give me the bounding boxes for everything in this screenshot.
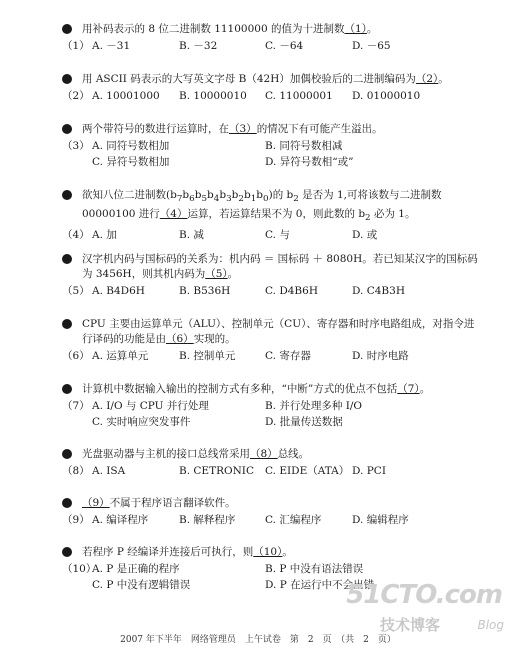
subscript: 1 — [250, 194, 257, 205]
stem-tail: 。 — [366, 23, 378, 35]
option-c: C. EIDE（ATA） — [265, 465, 350, 477]
question-7 — [62, 382, 482, 431]
stem-tail: 实现的。 — [193, 333, 236, 345]
option-c: C. 寄存器 — [265, 350, 311, 362]
stem-part: 是否为 1,可将该数与二进制数 00000100 进行 — [82, 189, 442, 221]
question-2 — [62, 72, 482, 105]
question-number: （4） — [62, 229, 90, 242]
option-a: A. 10001000 — [92, 90, 160, 102]
option-a: A. P 是正确的程序 — [92, 563, 180, 575]
bullet-icon — [62, 124, 72, 134]
bullet-icon — [62, 547, 72, 557]
question-3 — [62, 122, 482, 171]
stem-tail: 总线。 — [277, 448, 310, 460]
option-d: D. 或 — [352, 229, 378, 242]
subscript: 2 — [365, 213, 371, 224]
stem-tail: 必为 1。 — [370, 208, 416, 221]
option-d: D. P 在运行中不会出错 — [265, 579, 375, 591]
option-c: C. P 中没有逻辑错误 — [92, 579, 191, 591]
answer-blank: （4） — [159, 208, 188, 221]
option-a: A. －31 — [92, 40, 131, 52]
option-a: A. I/O 与 CPU 并行处理 — [92, 400, 209, 412]
option-a: A. B4D6H — [92, 285, 145, 297]
option-d: D. 编辑程序 — [352, 514, 409, 526]
stem-tail: 。 — [419, 383, 431, 395]
question-5 — [62, 252, 482, 300]
bullet-icon — [62, 254, 72, 264]
bullet-icon — [62, 384, 72, 394]
option-b: B. 同符号数相减 — [265, 140, 343, 152]
answer-blank: （7） — [397, 383, 420, 395]
question-stem: CPU 主要由运算单元（ALU）、控制单元（CU）、寄存器和时序电路组成，对指令进行译码的功能是由 — [82, 318, 475, 345]
question-9 — [62, 496, 482, 529]
subscript: 3 — [226, 194, 232, 205]
option-d: D. 01000010 — [352, 90, 421, 102]
question-number: （9） — [62, 514, 90, 526]
option-d: D. C4B3H — [352, 285, 405, 297]
option-d: D. －65 — [352, 40, 391, 52]
subscript: 5 — [201, 194, 208, 205]
option-d: D. PCI — [352, 465, 386, 477]
answer-blank: （3） — [229, 123, 257, 135]
option-c: C. －64 — [265, 40, 304, 52]
question-stem: 两个带符号的数进行运算时，在 — [82, 123, 229, 135]
option-b: B. 并行处理多种 I/O — [265, 400, 363, 412]
option-d: D. 批量传送数据 — [265, 416, 343, 428]
site-watermark — [346, 580, 508, 640]
question-1 — [62, 22, 482, 55]
question-stem: 光盘驱动器与主机的接口总线常采用 — [82, 448, 250, 460]
bullet-icon — [62, 449, 72, 459]
bullet-icon — [62, 24, 72, 34]
option-c: C. 异符号数相加 — [92, 156, 170, 168]
watermark-blog-cn: 技术博客 — [380, 616, 441, 634]
watermark-blog-en: Blog — [477, 618, 504, 632]
subscript: 2 — [238, 194, 244, 205]
answer-blank: （2） — [415, 73, 439, 85]
stem-tail: 运算，若运算结果不为 0，则此数的 b — [187, 208, 366, 221]
option-b: B. 10000010 — [179, 90, 247, 102]
subscript: 0 — [263, 194, 269, 205]
bullet-icon — [62, 498, 72, 508]
option-d: D. 异符号数相“或” — [265, 156, 354, 168]
question-number: （1） — [62, 40, 90, 52]
option-a: A. 同符号数相加 — [92, 140, 170, 152]
option-c: C. 与 — [265, 229, 290, 242]
question-stem: 计算机中数据输入输出的控制方式有多种，“中断”方式的优点不包括 — [82, 383, 398, 395]
option-b: B. P 中没有语法错误 — [265, 563, 364, 575]
bullet-icon — [62, 190, 72, 200]
subscript: 7 — [176, 194, 183, 205]
answer-blank: （8） — [250, 448, 278, 460]
option-c: C. D4B6H — [265, 285, 318, 297]
stem-part: )的 b — [268, 189, 294, 201]
watermark-site: 51CTO.com — [346, 580, 502, 610]
option-b: B. B536H — [179, 285, 231, 297]
option-d: D. 时序电路 — [352, 350, 409, 362]
question-number: （7） — [62, 400, 90, 412]
question-stem: 欲知八位二进制数(b — [82, 189, 177, 201]
option-c: C. 汇编程序 — [265, 514, 322, 526]
answer-blank: （9） — [82, 497, 110, 509]
question-number: （6） — [62, 350, 90, 362]
option-b: B. 减 — [179, 229, 204, 242]
option-c: C. 实时响应突发事件 — [92, 416, 191, 428]
question-8 — [62, 447, 482, 480]
subscript: 2 — [293, 194, 299, 205]
option-a: A. 运算单元 — [92, 350, 149, 362]
stem-tail: 的情况下有可能产生溢出。 — [256, 123, 383, 135]
stem-tail: 不属于程序语言翻译软件。 — [109, 497, 236, 509]
question-number: （2） — [62, 90, 90, 102]
stem-tail: 。 — [438, 73, 449, 85]
stem-tail: 。 — [227, 268, 239, 280]
option-a: A. 编译程序 — [92, 514, 149, 526]
stem-tail: 。 — [282, 546, 293, 558]
option-b: B. 控制单元 — [179, 350, 236, 362]
question-stem: 用补码表示的 8 位二进制数 11100000 的值为十进制数 — [82, 23, 345, 35]
question-number: （10） — [62, 563, 97, 575]
option-b: B. CETRONIC — [179, 465, 254, 477]
answer-blank: （6） — [166, 333, 194, 345]
option-a: A. 加 — [92, 229, 117, 242]
question-stem: 用 ASCII 码表示的大写英文字母 B（42H）加偶校验后的二进制编码为 — [82, 73, 416, 85]
question-6 — [62, 317, 482, 365]
option-a: A. ISA — [92, 465, 126, 477]
question-4: 欲知八位二进制数$(b_7b_6b_5b_4b_3b_2b_1b_0)$的 $b_2$ 是否为 1,可将该数与二进制数 00000100 进行（4）运算，若运算结果不为 0，则此数的 $b_2$ 必为 1。 （4） A. 加 B. 减 C. 与 D. 或 — [62, 189, 442, 242]
answer-blank: （1） — [344, 23, 367, 35]
question-number: （5） — [62, 285, 90, 297]
bullet-icon — [62, 74, 72, 84]
option-c: C. 11000001 — [265, 90, 333, 102]
option-b: B. －32 — [179, 40, 218, 52]
answer-blank: （10） — [253, 546, 283, 558]
question-stem: 汉字机内码与国标码的关系为：机内码 ＝ 国标码 ＋ 8080H。若已知某汉字的国标码为 3456H，则其机内码为 — [82, 253, 478, 280]
subscript: 6 — [189, 194, 195, 205]
question-stem: 若程序 P 经编译并连接后可执行，则 — [82, 546, 254, 558]
question-number: （8） — [62, 465, 90, 477]
subscript: 4 — [213, 194, 220, 205]
answer-blank: （5） — [205, 268, 228, 280]
option-b: B. 解释程序 — [179, 514, 236, 526]
question-number: （3） — [62, 140, 90, 152]
page-footer: 2007 年下半年 网络管理员 上午试卷 第 2 页 （共 2 页） — [120, 635, 396, 645]
bullet-icon — [62, 319, 72, 329]
